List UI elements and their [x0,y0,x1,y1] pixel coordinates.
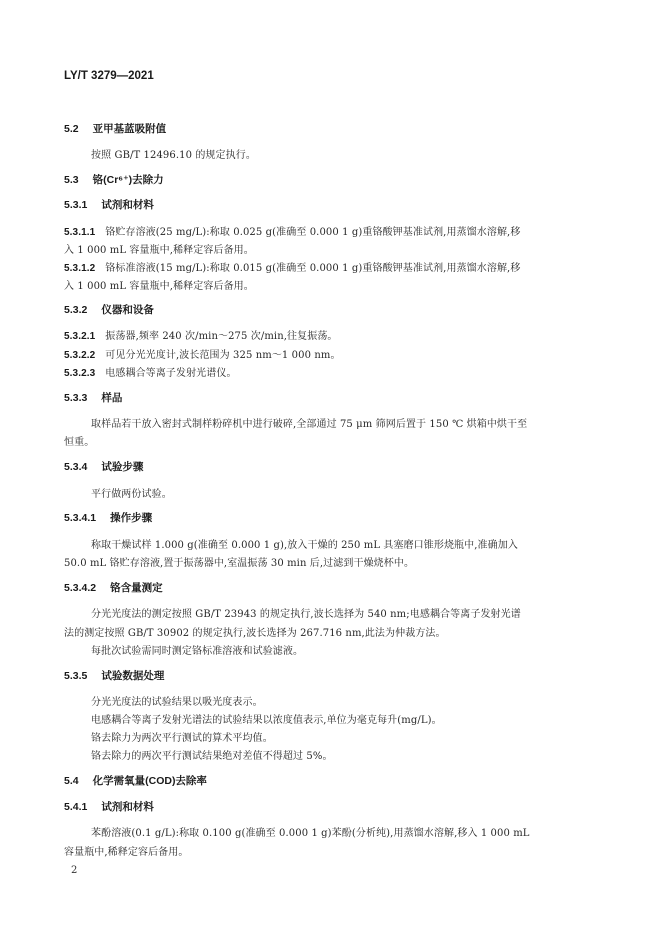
paragraph: 分光光度法的测定按照 GB/T 23943 的规定执行,波长选择为 540 nm;电感耦合等离子发射光谱 [91,609,521,620]
section-heading-5-4 [64,773,207,788]
section-title: 铬含量测定 [110,582,163,594]
section-number: 5.3 [64,174,79,186]
section-title: 铬(Cr⁶⁺)去除力 [92,174,164,186]
paragraph-continuation: 法的测定按照 GB/T 30902 的规定执行,波长选择为 267.716 nm,此法为仲裁方法。 [64,628,446,639]
section-number: 5.4.1 [64,801,88,813]
clause-number: 5.3.2.2 [64,350,96,361]
section-number: 5.3.4 [64,461,88,473]
clause-text: 可见分光光度计,波长范围为 325 nm～1 000 nm。 [105,350,341,361]
section-heading-5-3-4-1 [64,510,152,525]
clause-5-3-1-2 [64,259,520,274]
paragraph: 每批次试验需同时测定铬标准溶液和试验滤液。 [91,646,304,657]
clause-text: 铬贮存溶液(25 mg/L):称取 0.025 g(准确至 0.000 1 g)重铬酸钾基准试剂,用蒸馏水溶解,移 [105,227,521,238]
section-title: 样品 [101,392,123,404]
standard-code: LY/T 3279—2021 [64,70,154,82]
clause-number: 5.3.2.1 [64,331,96,342]
clause-text: 振荡器,频率 240 次/min～275 次/min,往复振荡。 [105,331,338,342]
section-number: 5.3.5 [64,670,88,682]
section-title: 操作步骤 [110,512,153,524]
clause-5-3-2-1 [64,327,338,342]
section-heading-5-3-2 [64,302,154,317]
paragraph: 平行做两份试验。 [91,489,172,500]
section-title: 试验数据处理 [101,670,165,682]
section-number: 5.2 [64,123,79,135]
section-heading-5-4-1 [64,799,154,814]
section-number: 5.3.4.1 [64,512,97,524]
clause-number: 5.3.1.1 [64,227,96,238]
clause-text: 铬标准溶液(15 mg/L):称取 0.015 g(准确至 0.000 1 g)重铬酸钾基准试剂,用蒸馏水溶解,移 [105,263,521,274]
section-title: 试剂和材料 [101,801,154,813]
paragraph: 铬去除力为两次平行测试的算术平均值。 [91,733,273,744]
section-number: 5.3.3 [64,392,88,404]
paragraph: 取样品若干放入密封式制样粉碎机中进行破碎,全部通过 75 μm 筛网后置于 150 ℃ 烘箱中烘干至 [91,419,528,430]
section-title: 试剂和材料 [101,199,154,211]
clause-5-3-1-1 [64,223,520,238]
section-title: 仪器和设备 [101,304,154,316]
section-heading-5-2 [64,121,166,136]
paragraph-continuation: 恒重。 [64,437,95,448]
paragraph-continuation: 容量瓶中,稀释定容后备用。 [64,847,189,858]
section-heading-5-3-5 [64,668,164,683]
clause-5-3-2-2 [64,346,341,361]
section-heading-5-3-4-2 [64,580,163,595]
section-title: 化学需氧量(COD)去除率 [92,775,207,787]
clause-continuation: 入 1 000 mL 容量瓶中,稀释定容后备用。 [64,245,254,256]
section-number: 5.3.4.2 [64,582,97,594]
clause-number: 5.3.2.3 [64,368,96,379]
clause-text: 电感耦合等离子发射光谱仪。 [105,368,237,379]
section-number: 5.4 [64,775,79,787]
section-number: 5.3.1 [64,199,88,211]
section-number: 5.3.2 [64,304,88,316]
paragraph: 分光光度法的试验结果以吸光度表示。 [91,697,263,708]
section-heading-5-3 [64,172,164,187]
paragraph-continuation: 50.0 mL 铬贮存溶液,置于振荡器中,室温振荡 30 min 后,过滤到干燥烧杯中。 [64,558,415,569]
paragraph: 铬去除力的两次平行测试结果绝对差值不得超过 5%。 [91,751,333,762]
section-title: 试验步骤 [101,461,144,473]
section-heading-5-3-1 [64,197,154,212]
paragraph: 电感耦合等离子发射光谱法的试验结果以浓度值表示,单位为毫克每升(mg/L)。 [91,715,442,726]
page-number: 2 [71,865,78,876]
paragraph: 按照 GB/T 12496.10 的规定执行。 [91,150,256,161]
paragraph: 苯酚溶液(0.1 g/L):称取 0.100 g(准确至 0.000 1 g)苯酚(分析纯),用蒸馏水溶解,移入 1 000 mL [91,828,530,839]
clause-5-3-2-3 [64,364,237,379]
section-heading-5-3-3 [64,390,122,405]
section-title: 亚甲基蓝吸附值 [92,123,167,135]
clause-number: 5.3.1.2 [64,263,96,274]
paragraph: 称取干燥试样 1.000 g(准确至 0.000 1 g),放入干燥的 250 mL 具塞磨口锥形烧瓶中,准确加入 [91,540,518,551]
clause-continuation: 入 1 000 mL 容量瓶中,稀释定容后备用。 [64,281,254,292]
section-heading-5-3-4 [64,459,143,474]
